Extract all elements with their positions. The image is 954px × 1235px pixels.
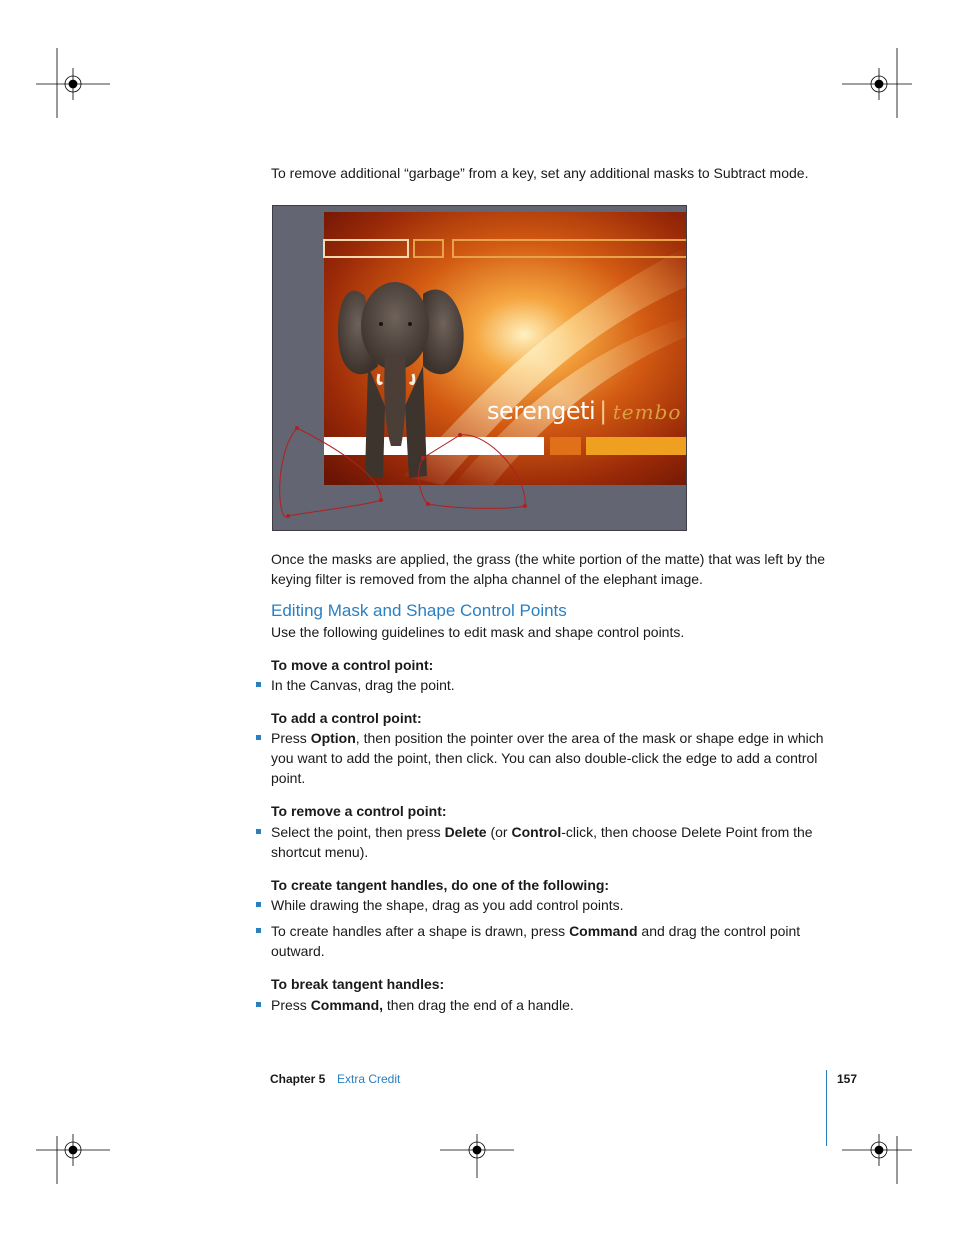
footer-chapter-title: Extra Credit — [337, 1072, 401, 1086]
list-item: To create handles after a shape is drawn, press Command and drag the control point outward. — [256, 921, 828, 961]
bar-orange — [550, 437, 581, 455]
canvas-artwork — [273, 206, 687, 531]
list-item: In the Canvas, drag the point. — [256, 675, 828, 695]
section-lead: Use the following guidelines to edit mask and shape control points. — [271, 624, 685, 640]
task-title: To remove a control point: — [271, 803, 447, 819]
body-paragraph: Once the masks are applied, the grass (the white portion of the matte) that was left by the keying filter is removed from the alpha channel of the elephant image. — [271, 551, 826, 587]
key-name: Control — [511, 824, 562, 840]
key-name: Command — [569, 923, 638, 939]
brand-main: serengeti — [487, 397, 596, 425]
bar-white — [324, 437, 544, 455]
footer-divider — [826, 1070, 827, 1146]
bullet-square-icon — [256, 829, 261, 834]
bullet-square-icon — [256, 682, 261, 687]
task-title: To add a control point: — [271, 710, 422, 726]
key-name: Delete — [444, 824, 487, 840]
list-item: Press Option, then position the pointer over the area of the mask or shape edge in which you want to add the point, then click. You can also double-click the edge to add a control point. — [256, 728, 828, 788]
bullet-square-icon — [256, 928, 261, 933]
section-heading: Editing Mask and Shape Control Points — [271, 601, 567, 620]
list-item: While drawing the shape, drag as you add control points. — [256, 895, 828, 915]
task-title: To break tangent handles: — [271, 976, 445, 992]
key-name: Command, — [310, 997, 384, 1013]
brand-sub: tembo — [612, 400, 682, 424]
footer-chapter: Chapter 5 — [270, 1072, 326, 1086]
brand-separator: | — [599, 397, 607, 425]
key-name: Option — [310, 730, 356, 746]
intro-paragraph: To remove additional “garbage” from a key, set any additional masks to Subtract mode. — [271, 165, 809, 181]
task-title: To move a control point: — [271, 657, 434, 673]
bullet-square-icon — [256, 902, 261, 907]
bar-gold — [586, 437, 687, 455]
page-number: 157 — [837, 1072, 858, 1086]
task-title: To create tangent handles, do one of the following: — [271, 877, 610, 893]
canvas-figure — [272, 205, 687, 531]
list-item: Select the point, then press Delete (or Control-click, then choose Delete Point from the shortcut menu). — [256, 822, 828, 862]
bullet-square-icon — [256, 735, 261, 740]
brand-logo-text — [487, 396, 681, 427]
bullet-square-icon — [256, 1002, 261, 1007]
list-item: Press Command, then drag the end of a handle. — [256, 995, 828, 1015]
